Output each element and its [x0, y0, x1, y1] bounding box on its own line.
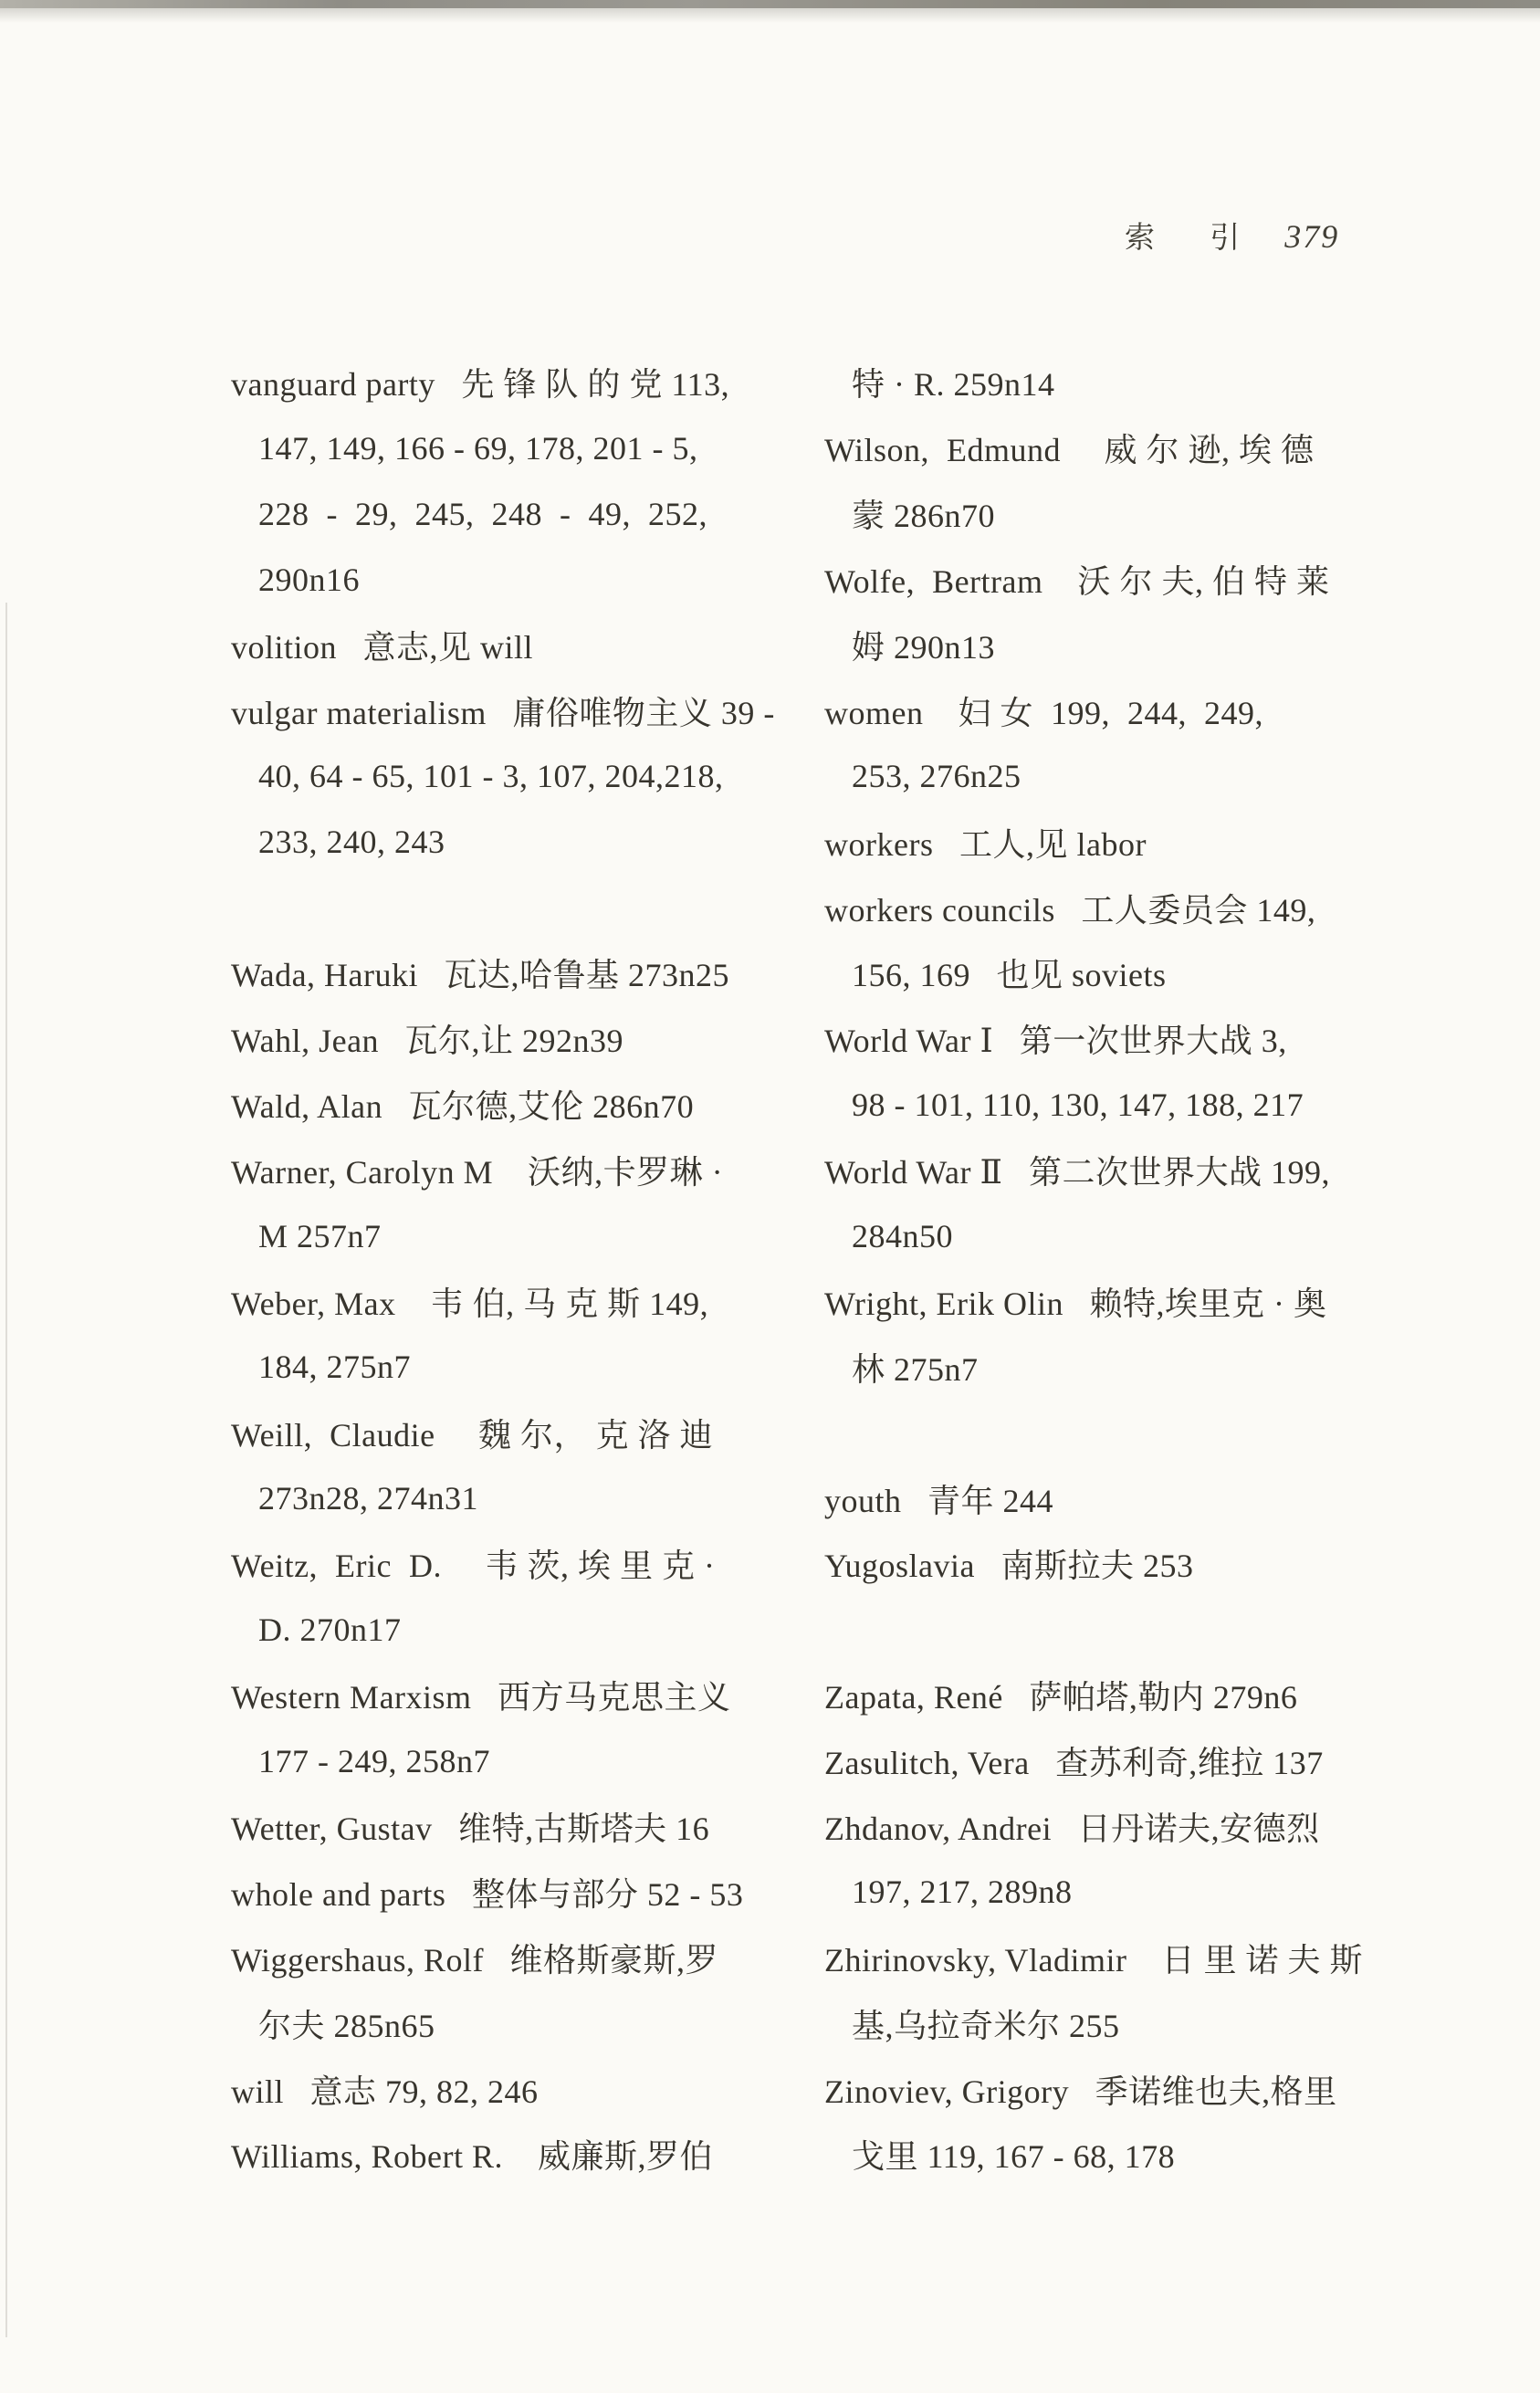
- index-line: Zapata, René 萨帕塔,勒内 279n6: [824, 1679, 1298, 1716]
- index-line: Wada, Haruki 瓦达,哈鲁基 273n25: [231, 957, 730, 994]
- index-line: World War Ⅱ 第二次世界大战 199,: [824, 1154, 1330, 1191]
- index-line: 290n16: [258, 561, 360, 598]
- index-line: 284n50: [852, 1217, 953, 1254]
- index-line: Weill, Claudie 魏 尔， 克 洛 迪: [231, 1416, 714, 1454]
- index-line: M 257n7: [258, 1217, 382, 1254]
- index-line: Zasulitch, Vera 查苏利奇,维拉 137: [824, 1745, 1324, 1782]
- index-line: 40, 64 - 65, 101 - 3, 107, 204,218,: [258, 758, 724, 795]
- index-line: 184, 275n7: [258, 1349, 411, 1386]
- index-line: Wiggershaus, Rolf 维格斯豪斯,罗: [231, 1941, 719, 1978]
- index-column-left: [231, 350, 801, 2188]
- index-line: youth 青年 244: [824, 1482, 1054, 1519]
- index-line: [231, 875, 801, 940]
- index-line: Zinoviev, Grigory 季诺维也夫,格里: [824, 2073, 1337, 2110]
- index-line: Wolfe, Bertram 沃 尔 夫, 伯 特 莱: [824, 563, 1330, 601]
- index-line: vulgar materialism 庸俗唯物主义 39 -: [231, 694, 775, 731]
- index-line: Western Marxism 西方马克思主义: [231, 1679, 731, 1716]
- index-line: Zhdanov, Andrei 日丹诺夫,安德烈: [824, 1810, 1320, 1848]
- index-line: 156, 169 也见 soviets: [852, 957, 1167, 994]
- index-line: 蒙 286n70: [852, 498, 996, 535]
- index-line: 147, 149, 166 - 69, 178, 201 - 5,: [258, 429, 698, 467]
- index-line: workers 工人,见 labor: [824, 825, 1147, 863]
- index-line: 姆 290n13: [852, 629, 996, 666]
- index-line: Wright, Erik Olin 赖特,埃里克 · 奥: [824, 1285, 1327, 1322]
- index-line: Zhirinovsky, Vladimir 日 里 诺 夫 斯: [824, 1941, 1363, 1978]
- index-line: Wald, Alan 瓦尔德,艾伦 286n70: [231, 1088, 695, 1126]
- index-column-right: [824, 350, 1395, 2188]
- index-line: 尔夫 285n65: [258, 2007, 435, 2044]
- index-line: 228 - 29, 245, 248 - 49, 252,: [258, 495, 707, 532]
- index-line: Williams, Robert R. 威廉斯,罗伯: [231, 2138, 714, 2176]
- scan-edge-top: [0, 0, 1540, 8]
- index-line: 273n28, 274n31: [258, 1480, 478, 1517]
- index-line: D. 270n17: [258, 1611, 402, 1648]
- index-line: 基,乌拉奇米尔 255: [852, 2007, 1120, 2044]
- index-line: Weitz, Eric D. 韦 茨, 埃 里 克 ·: [231, 1548, 716, 1585]
- index-line: [824, 1597, 1395, 1663]
- index-line: Wilson, Edmund 威 尔 逊, 埃 德: [824, 432, 1315, 469]
- index-line: 253, 276n25: [852, 758, 1021, 795]
- header-title: 索 引: [1125, 222, 1243, 255]
- index-line: 特 · R. 259n14: [852, 366, 1055, 404]
- index-line: Yugoslavia 南斯拉夫 253: [824, 1548, 1194, 1585]
- scan-edge-top-fade: [0, 8, 1540, 23]
- index-line: Warner, Carolyn M 沃纳,卡罗琳 ·: [231, 1154, 724, 1191]
- page-header: [1125, 214, 1339, 257]
- index-line: Wahl, Jean 瓦尔,让 292n39: [231, 1023, 624, 1060]
- index-line: [824, 1400, 1395, 1465]
- index-line: volition 意志,见 will: [231, 629, 534, 666]
- index-line: 177 - 249, 258n7: [258, 1742, 490, 1779]
- index-line: women 妇 女 199, 244, 249,: [824, 694, 1263, 731]
- index-line: workers councils 工人委员会 149,: [824, 891, 1316, 929]
- scan-edge-left: [5, 603, 7, 2337]
- index-line: 戈里 119, 167 - 68, 178: [852, 2138, 1176, 2176]
- index-line: World War Ⅰ 第一次世界大战 3,: [824, 1023, 1287, 1060]
- page-number: 379: [1284, 218, 1340, 255]
- index-line: will 意志 79, 82, 246: [231, 2073, 539, 2110]
- index-line: 233, 240, 243: [258, 824, 445, 861]
- index-line: 98 - 101, 110, 130, 147, 188, 217: [852, 1086, 1304, 1123]
- index-line: 林 275n7: [852, 1350, 979, 1388]
- index-line: vanguard party 先 锋 队 的 党 113,: [231, 366, 730, 404]
- index-line: 197, 217, 289n8: [852, 1873, 1073, 1911]
- index-line: Weber, Max 韦 伯, 马 克 斯 149,: [231, 1285, 709, 1322]
- index-line: whole and parts 整体与部分 52 - 53: [231, 1875, 744, 1913]
- index-line: Wetter, Gustav 维特,古斯塔夫 16: [231, 1810, 710, 1848]
